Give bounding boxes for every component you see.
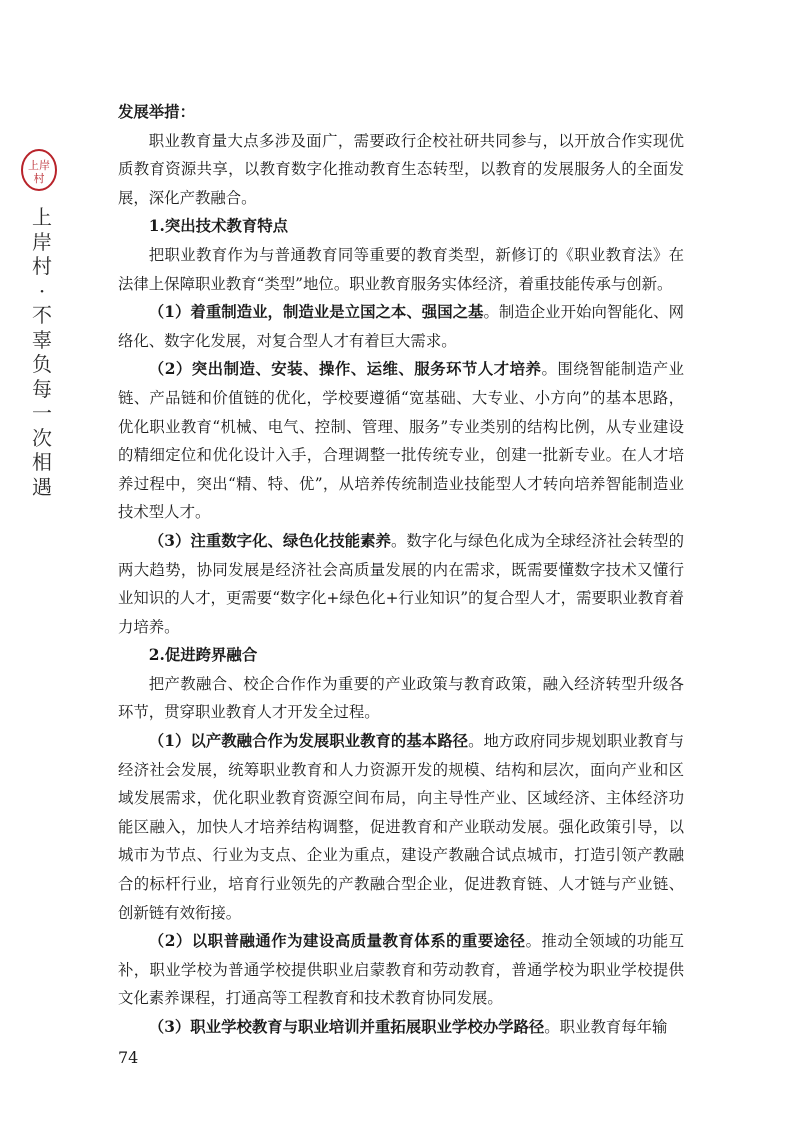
bold-lead: （3）注重数字化、绿色化技能素养 xyxy=(148,531,391,550)
side-char: 辜 xyxy=(32,327,52,352)
paragraph-text: 。制造企业开始向智能化、网络化、数字化发展，对复合型人才有着巨大需求。 xyxy=(118,303,684,350)
side-char: 一 xyxy=(32,401,52,425)
side-char: 遇 xyxy=(32,474,52,499)
side-char: 次 xyxy=(32,425,52,450)
side-slogan xyxy=(31,205,53,499)
paragraph xyxy=(118,1013,684,1042)
paragraph xyxy=(118,927,684,1013)
paragraph xyxy=(118,298,684,355)
page-number: 74 xyxy=(118,1048,139,1067)
intro-paragraph: 职业教育量大点多涉及面广，需要政行企校社研共同参与，以开放合作实现优质教育资源共享，以教育数字化推动教育生态转型，以教育的发展服务人的全面发展，深化产教融合。 xyxy=(118,131,684,207)
paragraph-text: 。职业教育每年输 xyxy=(544,1018,668,1036)
svg-text:村: 村 xyxy=(33,172,45,185)
subsection-title-2: 2.促进跨界融合 xyxy=(148,646,258,665)
side-char: 负 xyxy=(32,352,52,376)
subsection-title-1: 1.突出技术教育特点 xyxy=(148,217,288,236)
side-char: 每 xyxy=(32,376,52,401)
paragraph xyxy=(118,355,684,527)
section-heading: 发展举措： xyxy=(118,103,195,121)
svg-text:上岸: 上岸 xyxy=(28,159,50,172)
paragraph xyxy=(118,727,684,927)
bold-lead: （3）职业学校教育与职业培训并重拓展职业学校办学路径 xyxy=(148,1018,545,1036)
side-char: 上 xyxy=(32,205,52,229)
side-char: · xyxy=(38,278,46,303)
bold-lead: （1）着重制造业，制造业是立国之本、强国之基 xyxy=(148,303,484,322)
paragraph-text: 。地方政府同步规划职业教育与经济社会发展，统筹职业教育和人力资源开发的规模、结构和层次，面向产业和区域发展需求，优化职业教育资源空间布局，向主导性产业、区域经济、主体经济功能区融入，加快人才培养结构调整，促进教育和产业联动发展。强化政策引导，以城市为节点、行业为支点、企业为重点，建设产教融合试点城市，打造引领产教融合的标杆行业，培育行业领先的产教融合型企业，促进教育链、人才链与产业链、创新链有效衔接。 xyxy=(118,732,684,922)
paragraph: 把产教融合、校企合作作为重要的产业政策与教育政策，融入经济转型升级各环节，贯穿职业教育人才开发全过程。 xyxy=(118,674,684,722)
paragraph-text: 。围绕智能制造产业链、产品链和价值链的优化，学校要遵循“宽基础、大专业、小方向”的基本思路，优化职业教育“机械、电气、控制、管理、服务”专业类别的结构比例，从专业建设的精细定位和优化设计入手，合理调整一批传统专业，创建一批新专业。在人才培养过程中，突出“精、特、优”，从培养传统制造业技能型人才转向培养智能制造业技术型人才。 xyxy=(118,360,684,522)
paragraph xyxy=(118,527,684,641)
bold-lead: （2）突出制造、安装、操作、运维、服务环节人才培养 xyxy=(148,360,542,379)
document-body xyxy=(118,98,684,1042)
logo-seal xyxy=(17,148,61,192)
side-char: 村 xyxy=(32,254,52,278)
paragraph: 把职业教育作为与普通教育同等重要的教育类型，新修订的《职业教育法》在法律上保障职业教育“类型”地位。职业教育服务实体经济，着重技能传承与创新。 xyxy=(118,245,684,293)
bold-lead: （1）以产教融合作为发展职业教育的基本路径 xyxy=(148,732,469,751)
bold-lead: （2）以职普融通作为建设高质量教育体系的重要途径 xyxy=(148,932,526,951)
side-char: 相 xyxy=(32,450,52,474)
side-char: 岸 xyxy=(32,229,52,254)
side-char: 不 xyxy=(32,303,52,327)
paragraph-text: 。推动全领域的功能互补，职业学校为普通学校提供职业启蒙教育和劳动教育，普通学校为职业学校提供文化素养课程，打通高等工程教育和技术教育协同发展。 xyxy=(118,932,684,1008)
paragraph-text: 。数字化与绿色化成为全球经济社会转型的两大趋势，协同发展是经济社会高质量发展的内在需求，既需要懂数字技术又懂行业知识的人才，更需要“数字化+绿色化+行业知识”的复合型人才，需要职业教育着力培养。 xyxy=(118,531,684,636)
